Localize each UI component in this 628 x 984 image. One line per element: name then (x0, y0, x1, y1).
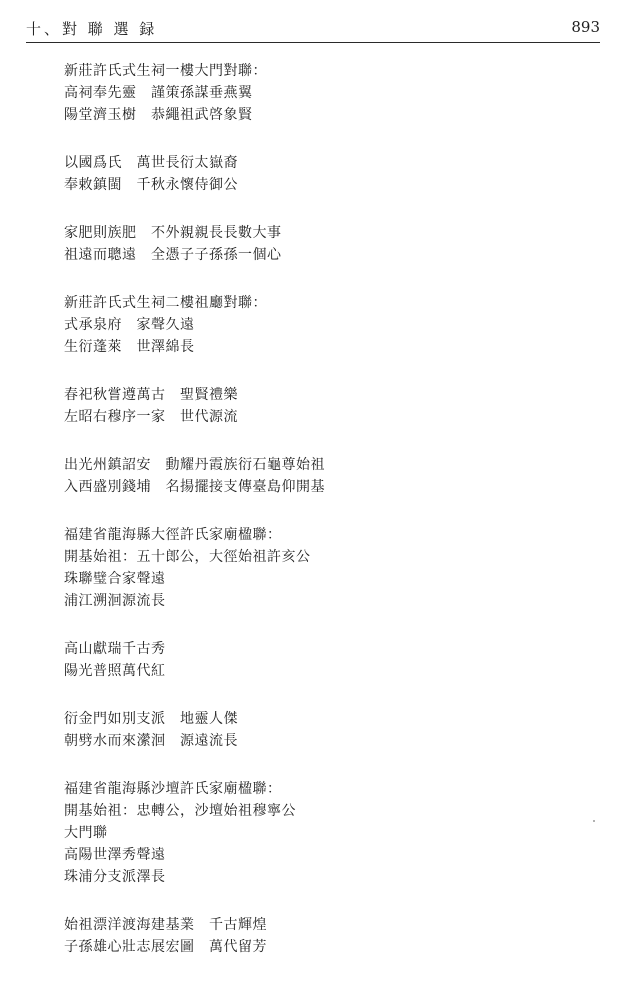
couplet-line: 陽光普照萬代紅 (64, 663, 166, 679)
couplet-line: 子孫雄心壯志展宏圖 萬代留芳 (64, 939, 267, 955)
heading-line: 新莊許氏式生祠二樓祖廳對聯： (64, 295, 267, 311)
couplet-line: 浦江溯洄源流長 (64, 593, 166, 609)
heading-line: 新莊許氏式生祠一樓大門對聯： (64, 63, 267, 79)
heading-line: 福建省龍海縣沙壇許氏家廟楹聯： (64, 781, 282, 797)
couplet-line: 始祖漂洋渡海建基業 千古輝煌 (64, 917, 267, 933)
couplet-line: 左昭右穆序一家 世代源流 (64, 409, 238, 425)
section-title: 十、對 聯 選 録 (26, 20, 158, 38)
couplet-line: 春祀秋嘗遵萬古 聖賢禮樂 (64, 387, 238, 403)
couplet-line: 以國爲氏 萬世長衍太嶽裔 (64, 155, 238, 171)
couplet-block (64, 384, 584, 428)
couplet-line: 高陽世澤秀聲遠 (64, 847, 166, 863)
couplet-line: 出光州鎮詔安 動耀丹霞族衍石龜尊始祖 (64, 457, 325, 473)
couplet-block (64, 778, 584, 888)
couplet-line: 珠聯璧合家聲遠 (64, 571, 166, 587)
couplet-block (64, 292, 584, 358)
couplet-line: 衍金門如別支派 地靈人傑 (64, 711, 238, 727)
couplet-line: 祖遠而聰遠 全憑子子孫孫一個心 (64, 247, 282, 263)
running-header (26, 12, 600, 43)
subheading-line: 大門聯 (64, 825, 108, 841)
couplet-line: 陽堂濟玉樹 恭繩祖武啓象賢 (64, 107, 253, 123)
couplet-line: 生衍蓬萊 世澤綿長 (64, 339, 195, 355)
note-line: 開基始祖：五十郎公，大徑始祖許亥公 (64, 549, 311, 565)
couplet-line: 式承泉府 家聲久遠 (64, 317, 195, 333)
page-body (64, 60, 584, 984)
note-line: 開基始祖：忠轉公，沙壇始祖穆寧公 (64, 803, 296, 819)
heading-line: 福建省龍海縣大徑許氏家廟楹聯： (64, 527, 282, 543)
couplet-block (64, 60, 584, 126)
couplet-line: 入西盛別錢埔 名揚擺接支傳臺島仰開基 (64, 479, 325, 495)
couplet-line: 家肥則族肥 不外親親長長數大事 (64, 225, 282, 241)
couplet-block (64, 708, 584, 752)
couplet-line: 高祠奉先靈 謹策孫謀垂燕翼 (64, 85, 253, 101)
couplet-block (64, 152, 584, 196)
couplet-block (64, 914, 584, 958)
couplet-line: 珠浦分支派澤長 (64, 869, 166, 885)
couplet-block (64, 524, 584, 612)
couplet-block (64, 222, 584, 266)
couplet-block (64, 454, 584, 498)
couplet-line: 高山獻瑞千古秀 (64, 641, 166, 657)
couplet-line: 朝劈水而來瀠洄 源遠流長 (64, 733, 238, 749)
print-speck (593, 820, 595, 822)
page-number: 893 (571, 18, 600, 36)
couplet-line: 奉敕鎮閩 千秋永懷侍御公 (64, 177, 238, 193)
couplet-block (64, 638, 584, 682)
